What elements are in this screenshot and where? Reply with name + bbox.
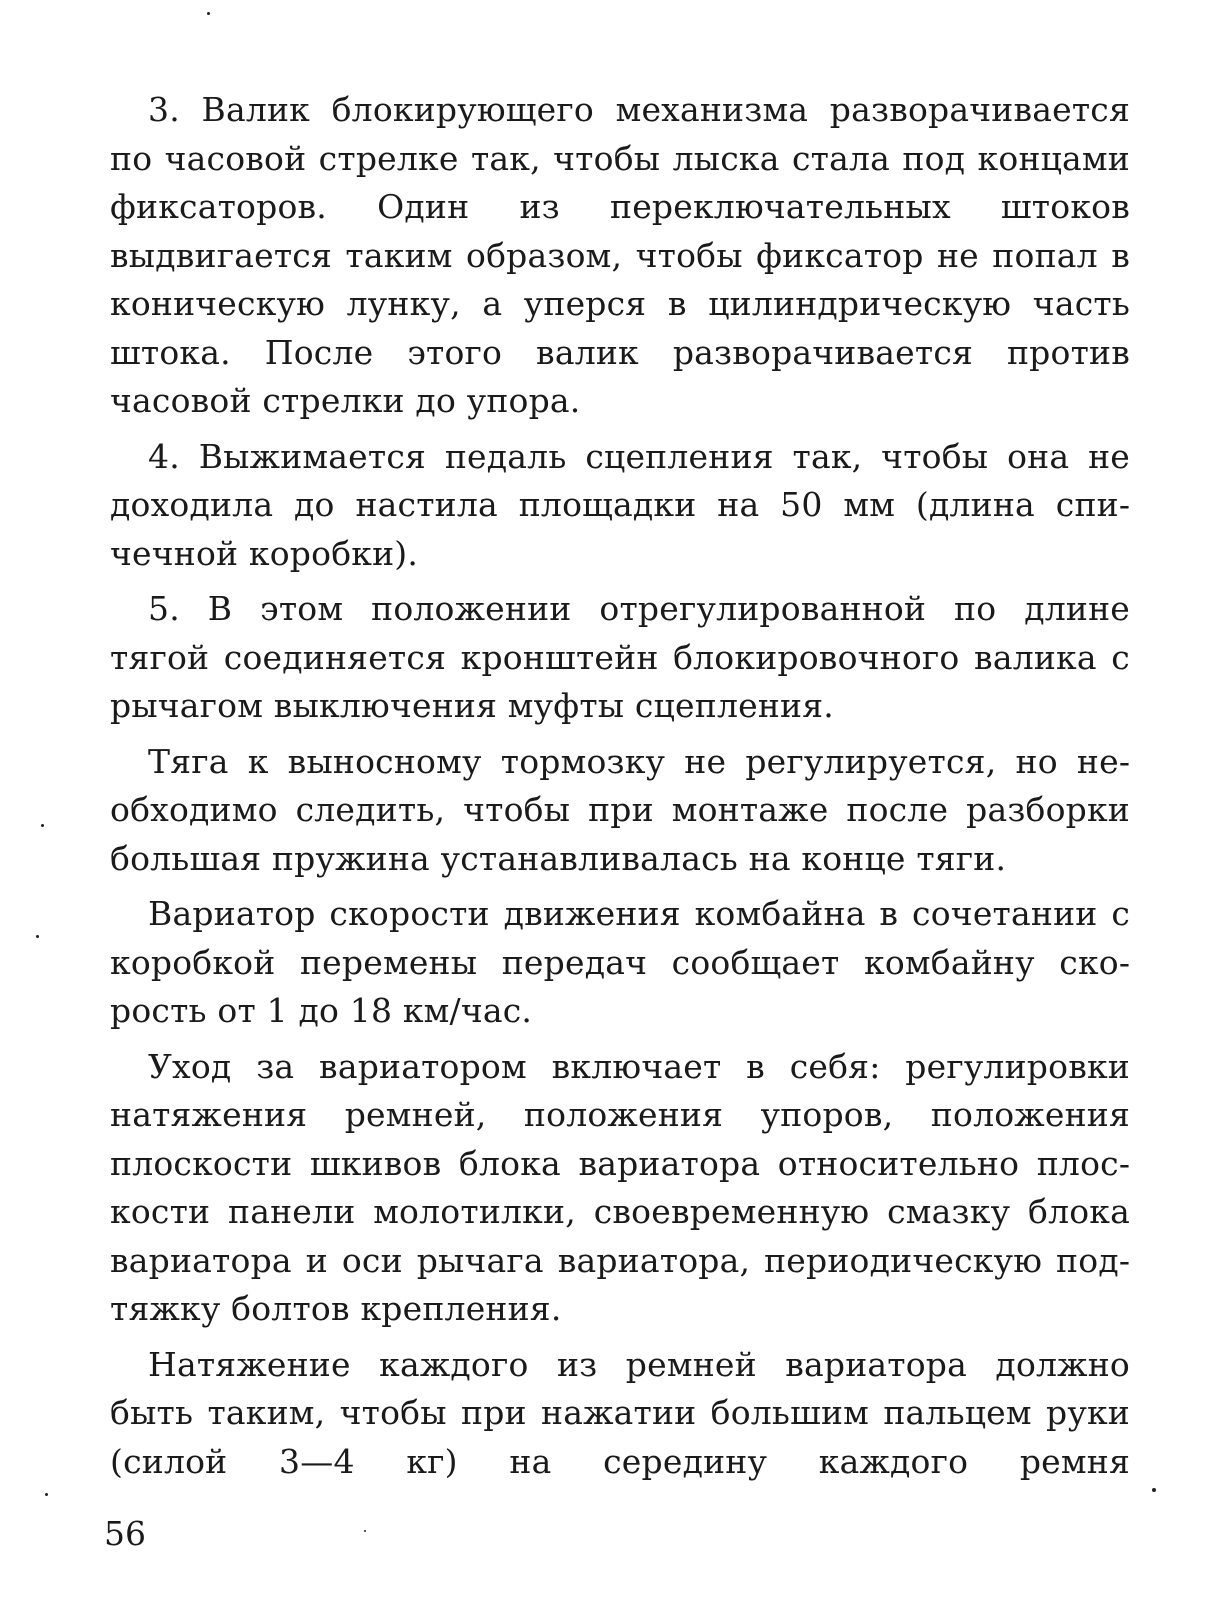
body-text <box>110 86 1130 1493</box>
paragraph-step-4: 4. Выжимается педаль сцепления так, чтобы она не доходила до настила площадки на 50 мм (длина спичечной коробки). <box>110 436 1130 573</box>
print-speck <box>41 824 44 827</box>
page-number: 56 <box>104 1514 146 1553</box>
paragraph-belt-tension: Натяжение каждого из ремней вариатора должно быть таким, чтобы при нажатии большим пальцем руки (силой 3—4 кг) на середину каждого ремня <box>110 1344 1130 1481</box>
print-speck <box>207 12 210 15</box>
paragraph-brake-rod: Тяга к выносному тормозку не регулируется, но необходимо следить, чтобы при монтаже после разборки большая пружина устанавливалась на конце тяги. <box>110 741 1130 878</box>
print-speck <box>1152 1488 1156 1492</box>
print-speck <box>364 1530 366 1532</box>
print-speck <box>45 1493 48 1496</box>
paragraph-step-5: 5. В этом положении отрегулированной по длине тягой соединяется кронштейн блокировочного валика с рычагом выключения муфты сцепления. <box>110 589 1130 725</box>
paragraph-variator-speed: Вариатор скорости движения комбайна в сочетании с коробкой перемены передач сообщает комбайну скорость от 1 до 18 км/час. <box>110 894 1130 1030</box>
print-speck <box>36 935 39 938</box>
paragraph-variator-care: Уход за вариатором включает в себя: регулировки натяжения ремней, положения упоров, положения плоскости шкивов блока вариатора относительно плоскости панели молотилки, своевременную смазку блока вариатора и оси рычага вариатора, периодическую подтяжку болтов крепления. <box>110 1046 1130 1328</box>
paragraph-step-3: 3. Валик блокирующего механизма разворачивается по часовой стрелке так, чтобы лыска стала под концами фиксаторов. Один из переключательных штоков выдвигается таким образом, чтобы фиксатор не попал в коническую лунку, а уперся в цилиндрическую часть штока. После этого валик разворачивается против часовой стрелки до упора. <box>110 90 1130 420</box>
